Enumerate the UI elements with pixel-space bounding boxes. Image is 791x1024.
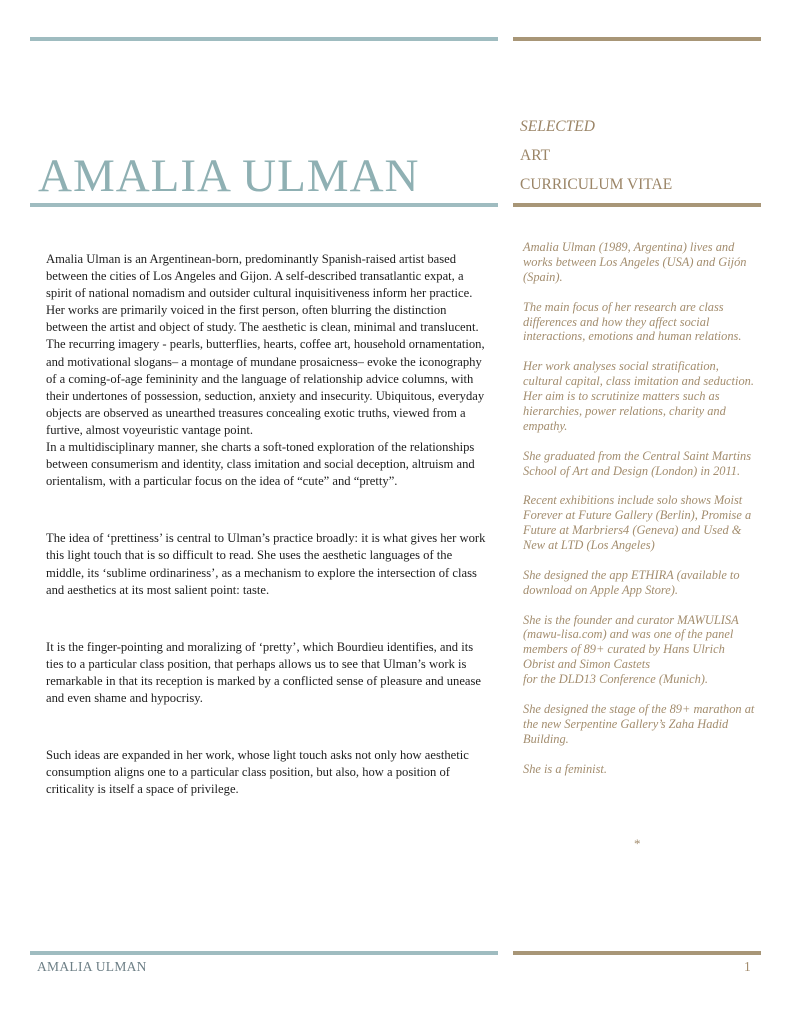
body-paragraph: Her works are primarily voiced in the first person, often blurring the distinction between the artist and object of study. The aesthetic is clean, minimal and translucent. The recurring imagery - pearls, butterflies, hearts, coffee art, household ornamentation, and motivational slogans– a montage of mundane prosaicness– evoke the iconography of a coming-of-age femininity and the language of relationship advice columns, with their undertones of possession, seduction, anxiety and insecurity. Ubiquitous, everyday objects are observed as unearthed treasures concealing exotic truths, viewed from a furtive, almost voyeuristic vantage point. (46, 303, 485, 437)
title-rule-right (513, 203, 761, 207)
bio-item: She designed the app ETHIRA (available to download on Apple App Store). (523, 567, 740, 597)
header-art: ART (520, 147, 551, 164)
header-cv: CURRICULUM VITAE (520, 176, 673, 193)
bio-item: The main focus of her research are class differences and how they affect social interactions, emotions and human relations. (523, 299, 742, 344)
body-paragraph: Such ideas are expanded in her work, whose light touch asks not only how aesthetic consumption aligns one to a particular class position, but also, how a position of criticality is itself a space of privilege. (46, 748, 469, 797)
body-paragraph: In a multidisciplinary manner, she charts a soft-toned exploration of the relationships between consumerism and identity, class imitation and social deception, altruism and orientalism, with a particular focus on the idea of “cute” and “pretty”. (46, 440, 475, 489)
page-number: 1 (744, 959, 751, 974)
bio-item: She is a feminist. (523, 761, 607, 776)
body-paragraph: It is the finger-pointing and moralizing of ‘pretty’, which Bourdieu identifies, and its ties to a particular class position, that perhaps allows us to see that Ulman’s work is remarkable in that its reception is marked by a conflicted sense of pleasure and unease and even shame and hypocrisy. (46, 639, 482, 705)
bio-item: She designed the stage of the 89+ marathon at the new Serpentine Gallery’s Zaha Hadid Building. (523, 701, 755, 746)
footer-name: AMALIA ULMAN (37, 959, 147, 974)
header-selected: SELECTED (520, 118, 595, 135)
bio-item: Her work analyses social stratification, cultural capital, class imitation and seduction. Her aim is to scrutinize matters such as hierarchies, power relations, charity and empathy. (523, 359, 754, 433)
bio-item: She is the founder and curator MAWULISA (mawu-lisa.com) and was one of the panel members of 89+ curated by Hans Ulrich Obrist and Simon Castets (523, 612, 739, 672)
footer-rule-right (513, 951, 761, 955)
top-rule-right (513, 37, 761, 41)
footer-rule-left (30, 951, 498, 955)
title-rule-left (30, 203, 498, 207)
top-rule-left (30, 37, 498, 41)
end-mark: * (634, 836, 641, 851)
bio-item: Recent exhibitions include solo shows Moist Forever at Future Gallery (Berlin), Promise a Future at Marbriers4 (Geneva) and Used & New at LTD (Los Angeles) (523, 493, 752, 553)
body-paragraph: The idea of ‘prettiness’ is central to Ulman’s practice broadly: it is what gives her work this light touch that is so difficult to read. She uses the aesthetic languages of the middle, its ‘sublime ordinariness’, as a mechanism to explore the intersection of class and aesthetics at its most salient point: taste. (46, 531, 486, 597)
sidebar-bio (523, 240, 755, 777)
bio-item: for the DLD13 Conference (Munich). (523, 672, 709, 687)
body-paragraph: Amalia Ulman is an Argentinean-born, predominantly Spanish-raised artist based between the cities of Los Angeles and Gijon. A self-described transatlantic expat, a spirit of national nomadism and outsider cultural inquisitiveness inform her practice. (46, 252, 473, 301)
bio-item: She graduated from the Central Saint Martins School of Art and Design (London) in 2011. (523, 448, 752, 478)
bio-item: Amalia Ulman (1989, Argentina) lives and works between Los Angeles (USA) and Gijón (Spain). (523, 240, 747, 284)
main-body (46, 251, 486, 798)
page-title: AMALIA ULMAN (38, 150, 420, 202)
